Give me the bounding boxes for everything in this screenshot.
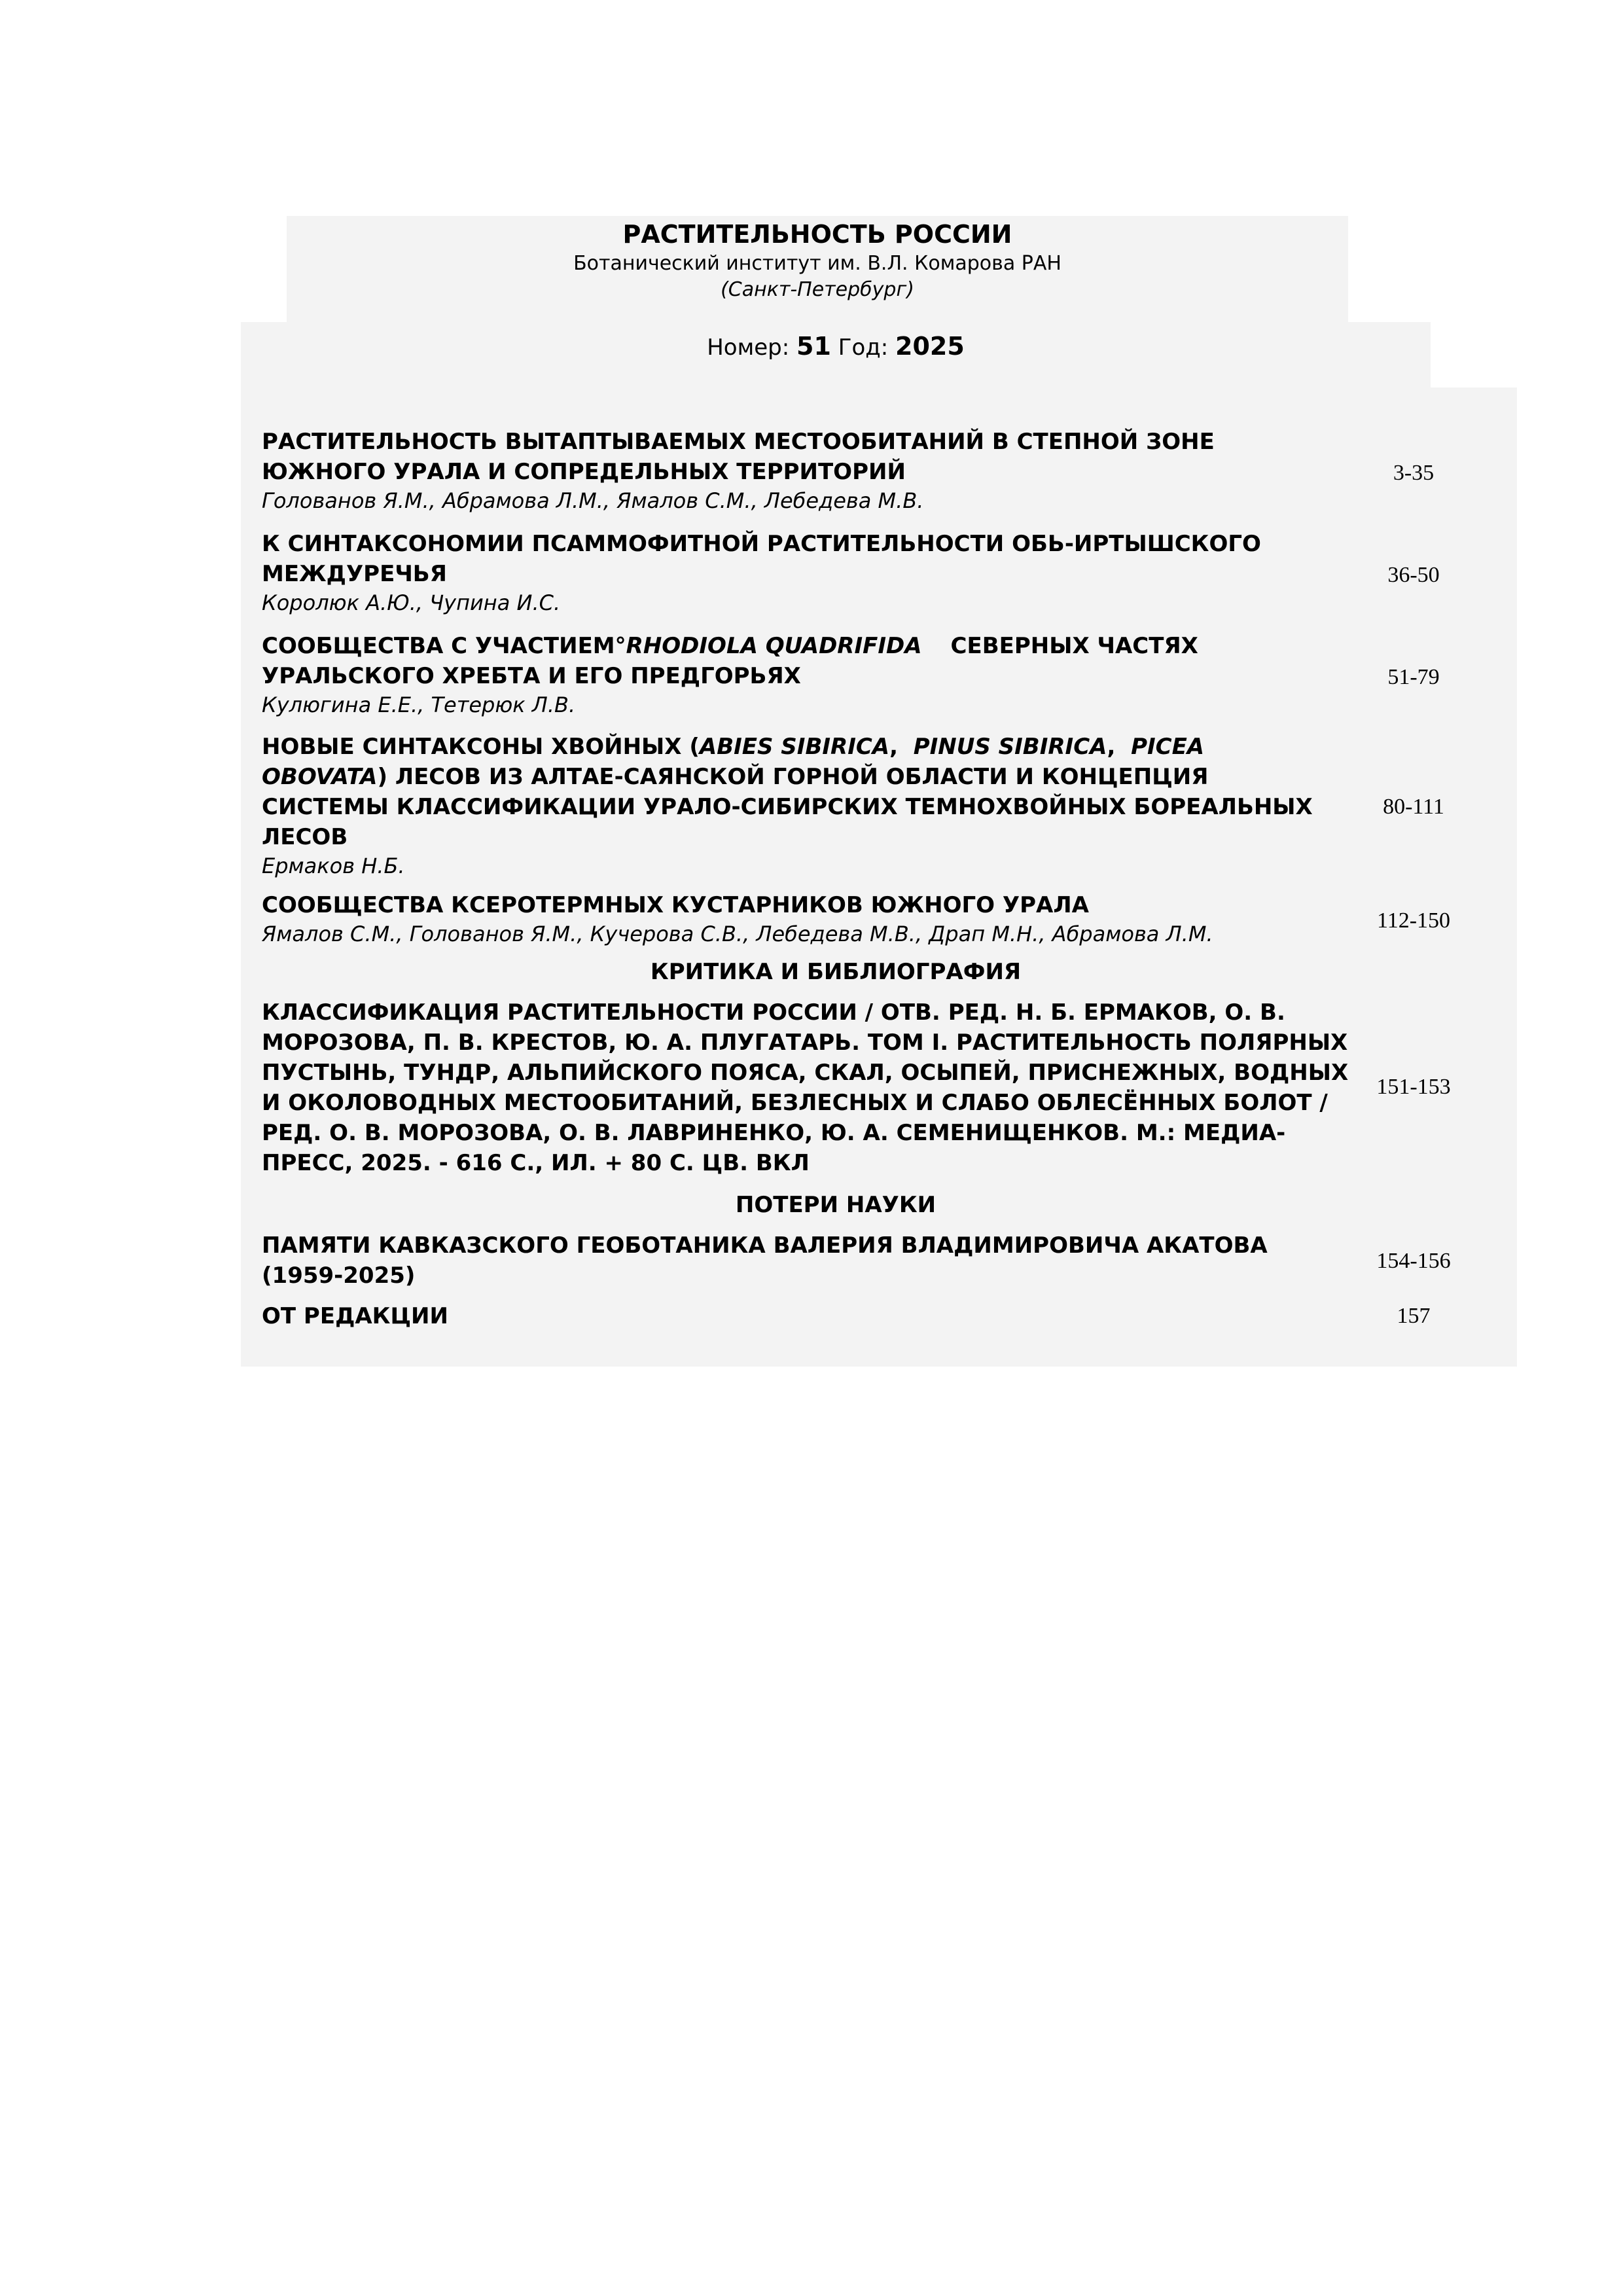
article-title-line[interactable]: СООБЩЕСТВА КСЕРОТЕРМНЫХ КУСТАРНИКОВ ЮЖНОГО УРАЛА	[262, 892, 1089, 918]
article-title-text: ) ЛЕСОВ ИЗ АЛТАЕ-САЯНСКОЙ ГОРНОЙ ОБЛАСТИ И КОНЦЕПЦИЯ	[377, 764, 1209, 790]
issue-year-label: Год:	[838, 334, 889, 361]
article-title-line[interactable]: ПУСТЫНЬ, ТУНДР, АЛЬПИЙСКОГО ПОЯСА, СКАЛ, ОСЫПЕЙ, ПРИСНЕЖНЫХ, ВОДНЫХ	[262, 1060, 1349, 1086]
species-name: PINUS SIBIRICA	[913, 734, 1107, 760]
issue-number-label: Номер:	[707, 334, 790, 361]
toc-article-1[interactable]	[262, 427, 1505, 518]
toc-article-5[interactable]	[262, 890, 1505, 953]
article-title-text: НОВЫЕ СИНТАКСОНЫ ХВОЙНЫХ (	[262, 734, 700, 760]
article-title-line[interactable]: И ОКОЛОВОДНЫХ МЕСТООБИТАНИЙ, БЕЗЛЕСНЫХ И СЛАБО ОБЛЕСЁННЫХ БОЛОТ /	[262, 1090, 1328, 1116]
article-authors: Королюк А.Ю., Чупина И.С.	[262, 590, 561, 615]
article-title-line[interactable]: МЕЖДУРЕЧЬЯ	[262, 561, 447, 587]
toc-article-3[interactable]	[262, 631, 1505, 723]
species-name: RHODIOLA QUADRIFIDA	[626, 633, 922, 659]
article-title-line[interactable]: К СИНТАКСОНОМИИ ПСАММОФИТНОЙ РАСТИТЕЛЬНОСТИ ОБЬ-ИРТЫШСКОГО	[262, 531, 1261, 557]
section-heading-critique: КРИТИКА И БИБЛИОГРАФИЯ	[650, 959, 1022, 985]
article-pages: 51-79	[1387, 665, 1440, 689]
species-name: PICEA	[1131, 734, 1205, 760]
species-name: ABIES SIBIRICA	[699, 734, 890, 760]
article-authors: Ямалов С.М., Голованов Я.М., Кучерова С.В., Лебедева М.В., Драп М.Н., Абрамова Л.М.	[262, 922, 1213, 946]
article-authors: Кулюгина Е.Е., Тетерюк Л.В.	[262, 692, 576, 717]
article-pages: 112-150	[1376, 908, 1451, 933]
article-title-line[interactable]: РАСТИТЕЛЬНОСТЬ ВЫТАПТЫВАЕМЫХ МЕСТООБИТАНИЙ В СТЕПНОЙ ЗОНЕ	[262, 429, 1215, 455]
article-pages: 157	[1397, 1304, 1431, 1328]
article-pages: 3-35	[1393, 461, 1435, 485]
issue-info	[241, 331, 1431, 363]
toc-article-2[interactable]	[262, 529, 1505, 620]
issue-year: 2025	[895, 332, 965, 361]
article-title-line[interactable]: ПРЕСС, 2025. - 616 С., ИЛ. + 80 С. ЦВ. ВКЛ	[262, 1150, 810, 1176]
article-title-line[interactable]: ЮЖНОГО УРАЛА И СОПРЕДЕЛЬНЫХ ТЕРРИТОРИЙ	[262, 459, 906, 485]
article-pages: 80-111	[1383, 795, 1444, 819]
article-title-line[interactable]: ОТ РЕДАКЦИИ	[262, 1303, 448, 1329]
article-title-line[interactable]: ЛЕСОВ	[262, 824, 348, 850]
journal-institute: Ботанический институт им. В.Л. Комарова РАН	[573, 252, 1061, 275]
toc-review[interactable]	[262, 997, 1505, 1181]
article-pages: 151-153	[1376, 1075, 1451, 1099]
article-title-line[interactable]: РЕД. О. В. МОРОЗОВА, О. В. ЛАВРИНЕНКО, Ю. А. СЕМЕНИЩЕНКОВ. М.: МЕДИА-	[262, 1120, 1286, 1146]
article-title-line[interactable]: (1959-2025)	[262, 1263, 416, 1289]
article-title-line[interactable]: СИСТЕМЫ КЛАССИФИКАЦИИ УРАЛО-СИБИРСКИХ ТЕМНОХВОЙНЫХ БОРЕАЛЬНЫХ	[262, 794, 1313, 820]
article-title-text: СЕВЕРНЫХ ЧАСТЯХ	[950, 633, 1198, 659]
article-title-text: СООБЩЕСТВА С УЧАСТИЕМ°	[262, 633, 626, 659]
issue-number: 51	[796, 332, 831, 361]
article-pages: 36-50	[1387, 563, 1440, 587]
article-title-line[interactable]	[262, 631, 1361, 661]
article-authors: Ермаков Н.Б.	[262, 853, 405, 878]
toc-editorial[interactable]	[262, 1301, 1505, 1333]
journal-title: РАСТИТЕЛЬНОСТЬ РОССИИ	[622, 220, 1012, 249]
toc-obituary[interactable]	[262, 1230, 1505, 1293]
toc-article-4[interactable]	[262, 732, 1505, 884]
article-title-line[interactable]: НОВЫЕ СИНТАКСОНЫ ХВОЙНЫХ (ABIES SIBIRICA, PINUS SIBIRICA, PICEA	[262, 734, 1205, 760]
journal-city: (Санкт-Петербург)	[721, 278, 914, 301]
article-title-line[interactable]: КЛАССИФИКАЦИЯ РАСТИТЕЛЬНОСТИ РОССИИ / ОТВ. РЕД. Н. Б. ЕРМАКОВ, О. В.	[262, 999, 1285, 1026]
article-authors: Голованов Я.М., Абрамова Л.М., Ямалов С.М., Лебедева М.В.	[262, 488, 924, 513]
species-name: OBOVATA	[262, 764, 378, 790]
article-title-line[interactable]: УРАЛЬСКОГО ХРЕБТА И ЕГО ПРЕДГОРЬЯХ	[262, 663, 801, 689]
article-pages: 154-156	[1376, 1249, 1451, 1273]
article-title-line[interactable]	[262, 762, 1361, 792]
section-heading-losses: ПОТЕРИ НАУКИ	[735, 1192, 936, 1218]
article-title-line[interactable]: ПАМЯТИ КАВКАЗСКОГО ГЕОБОТАНИКА ВАЛЕРИЯ ВЛАДИМИРОВИЧА АКАТОВА	[262, 1232, 1268, 1259]
article-title-line[interactable]: МОРОЗОВА, П. В. КРЕСТОВ, Ю. А. ПЛУГАТАРЬ. ТОМ I. РАСТИТЕЛЬНОСТЬ ПОЛЯРНЫХ	[262, 1030, 1348, 1056]
